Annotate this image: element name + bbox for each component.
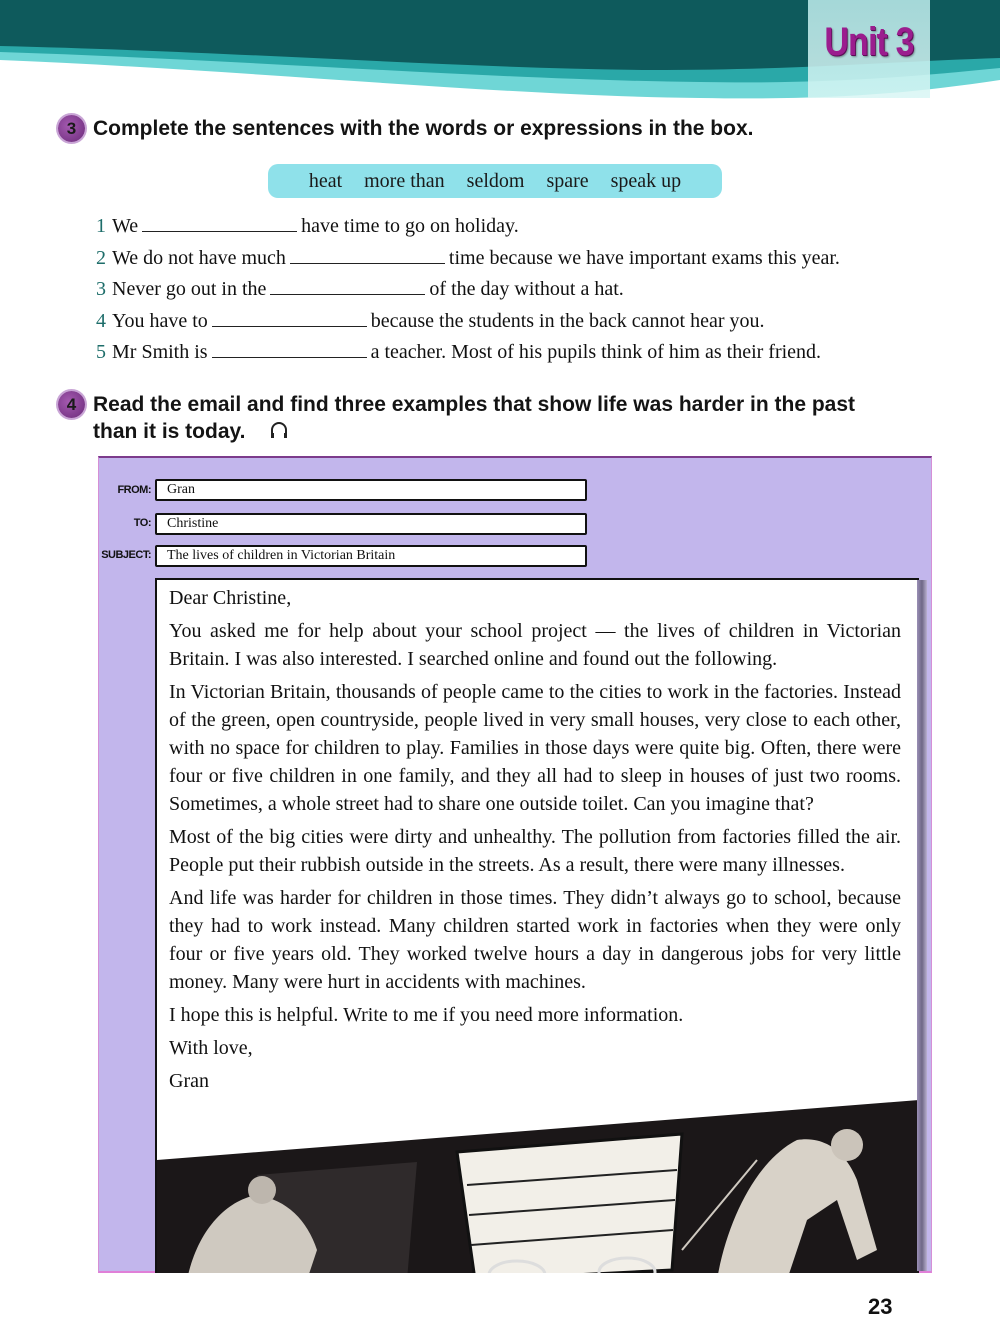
sentence-before: Never go out in the bbox=[112, 278, 267, 301]
sentence-after: have time to go on holiday. bbox=[301, 215, 519, 237]
answer-blank[interactable] bbox=[212, 308, 367, 327]
sentence-number: 1 bbox=[96, 215, 106, 237]
page-number: 23 bbox=[868, 1294, 893, 1319]
sentence-item bbox=[96, 338, 936, 370]
sentence-item bbox=[96, 307, 936, 339]
from-label: FROM: bbox=[117, 484, 151, 496]
sentence-before: We do not have much bbox=[112, 246, 286, 269]
email-paragraph: You asked me for help about your school project — the lives of children in Victorian Britain. I was also interested. I searched online and found out the following. bbox=[169, 620, 901, 670]
exercise-3-instruction: Complete the sentences with the words or expressions in the box. bbox=[93, 117, 754, 140]
headphones-icon[interactable] bbox=[269, 420, 289, 447]
sentence-item bbox=[96, 244, 936, 276]
exercise-4-instruction-line-1: Read the email and find three examples that show life was harder in the past bbox=[93, 393, 856, 416]
unit-title: Unit 3 bbox=[824, 20, 914, 64]
word-box-item: more than bbox=[364, 169, 445, 192]
word-box-item: seldom bbox=[466, 169, 525, 192]
sentence-before: You have to bbox=[112, 309, 208, 332]
to-label: TO: bbox=[133, 517, 151, 529]
from-field[interactable]: Gran bbox=[155, 479, 587, 501]
email-signature: Gran bbox=[169, 1070, 209, 1092]
answer-blank[interactable] bbox=[142, 213, 297, 232]
sentence-after: time because we have important exams this year. bbox=[448, 246, 840, 269]
email-greeting: Dear Christine, bbox=[169, 587, 292, 609]
email-body[interactable] bbox=[155, 578, 919, 1273]
sentence-before: We bbox=[112, 215, 139, 237]
answer-blank[interactable] bbox=[212, 339, 367, 358]
word-box-item: spare bbox=[546, 169, 589, 192]
email-window bbox=[98, 456, 932, 1273]
exercise-4-instruction-line-2: than it is today. bbox=[93, 420, 246, 443]
unit-banner bbox=[0, 0, 1000, 110]
email-body-text bbox=[169, 584, 901, 1100]
to-field[interactable]: Christine bbox=[155, 513, 587, 535]
sentence-after: a teacher. Most of his pupils think of him as their friend. bbox=[370, 341, 822, 364]
sentence-number: 4 bbox=[96, 309, 106, 332]
email-closing: With love, bbox=[169, 1037, 253, 1059]
email-paragraph: Most of the big cities were dirty and unhealthy. The pollution from factories filled the air. People put their rubbish outside in the streets. As a result, there were many illnesses. bbox=[169, 826, 901, 876]
exercise-number-badge: 3 bbox=[58, 115, 85, 142]
word-box bbox=[268, 164, 722, 198]
sentence-number: 2 bbox=[96, 246, 106, 269]
subject-field[interactable]: The lives of children in Victorian Britain bbox=[155, 545, 587, 567]
sentence-after: of the day without a hat. bbox=[429, 278, 624, 301]
exercise-number-badge: 4 bbox=[58, 391, 85, 418]
sentence-number: 3 bbox=[96, 278, 106, 301]
victorian-children-mine-cart-illustration bbox=[157, 1100, 919, 1273]
subject-label: SUBJECT: bbox=[101, 549, 151, 561]
word-box-item: speak up bbox=[610, 169, 682, 192]
email-paragraph: And life was harder for children in those times. They didn’t always go to school, because they had to work instead. Many children started work in factories when they were only four or five years old. They worked twelve hours a day in dangerous jobs for very little money. Many were hurt in accidents with machines. bbox=[169, 887, 901, 993]
sentence-item bbox=[96, 275, 936, 307]
sentence-after: because the students in the back cannot hear you. bbox=[370, 309, 765, 332]
sentence-item bbox=[96, 212, 936, 244]
answer-blank[interactable] bbox=[270, 276, 425, 295]
sentence-number: 5 bbox=[96, 341, 106, 364]
email-scrollbar[interactable] bbox=[917, 580, 927, 1271]
sentence-list bbox=[96, 212, 936, 370]
exercise-4-heading bbox=[58, 391, 855, 447]
answer-blank[interactable] bbox=[290, 245, 445, 264]
exercise-3-heading bbox=[58, 115, 753, 142]
email-paragraph: I hope this is helpful. Write to me if you need more information. bbox=[169, 1004, 684, 1026]
email-paragraph: In Victorian Britain, thousands of people came to the cities to work in the factories. Instead of the green, open countryside, people lived in very small houses, very close to each other, with no space for children to play. Families in those days were quite big. Often, there were four or five children in one family, and they all had to sleep in houses of just two rooms. Sometimes, a whole street had to share one outside toilet. Can you imagine that? bbox=[169, 681, 901, 815]
sentence-before: Mr Smith is bbox=[112, 341, 208, 364]
word-box-item: heat bbox=[308, 169, 343, 192]
